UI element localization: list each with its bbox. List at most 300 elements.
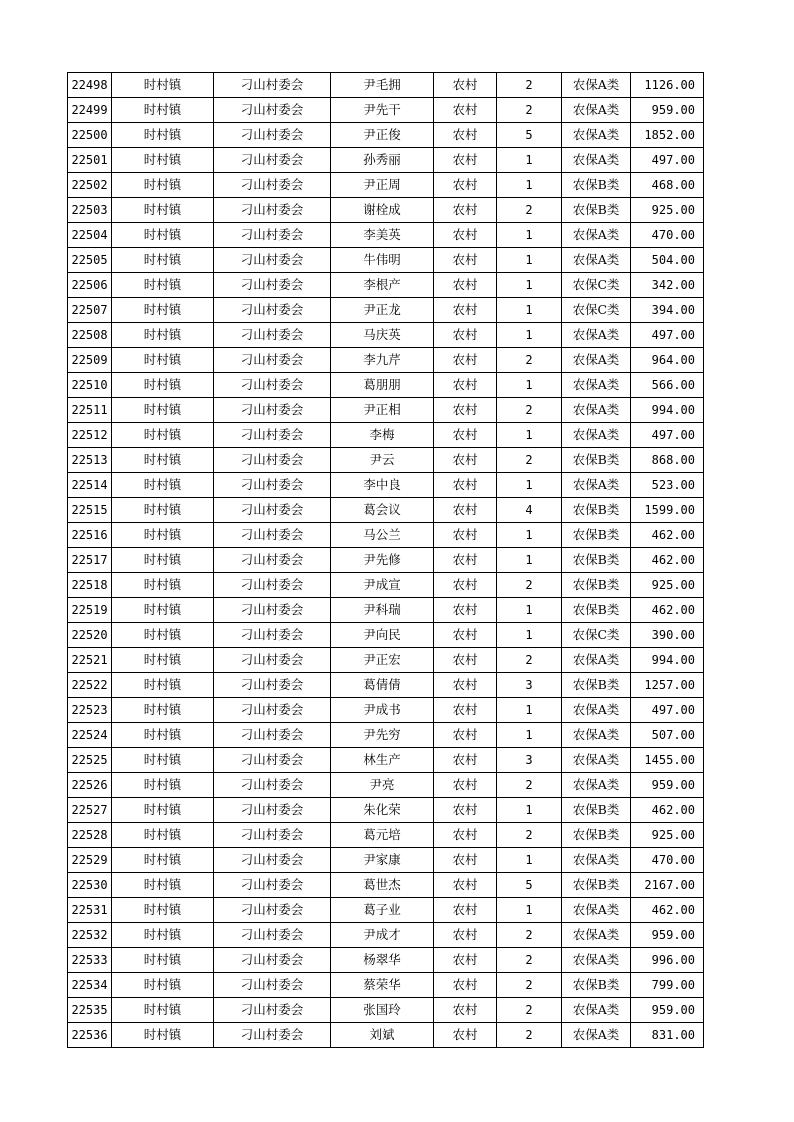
village-committee-cell: 刁山村委会	[214, 198, 331, 223]
person-name-cell: 尹正周	[331, 173, 434, 198]
village-committee-cell: 刁山村委会	[214, 823, 331, 848]
household-size-cell: 1	[497, 273, 562, 298]
amount-cell: 925.00	[631, 573, 704, 598]
person-name-cell: 杨翠华	[331, 948, 434, 973]
amount-cell: 470.00	[631, 848, 704, 873]
amount-cell: 1599.00	[631, 498, 704, 523]
town-cell: 时村镇	[112, 623, 214, 648]
insurance-category-cell: 农保B类	[562, 173, 631, 198]
insurance-category-cell: 农保B类	[562, 598, 631, 623]
record-id-cell: 22531	[68, 898, 112, 923]
amount-cell: 1257.00	[631, 673, 704, 698]
area-type-cell: 农村	[434, 198, 497, 223]
household-size-cell: 1	[497, 848, 562, 873]
insurance-category-cell: 农保B类	[562, 823, 631, 848]
town-cell: 时村镇	[112, 323, 214, 348]
household-size-cell: 1	[497, 373, 562, 398]
amount-cell: 964.00	[631, 348, 704, 373]
record-id-cell: 22522	[68, 673, 112, 698]
amount-cell: 497.00	[631, 423, 704, 448]
record-id-cell: 22516	[68, 523, 112, 548]
record-id-cell: 22529	[68, 848, 112, 873]
person-name-cell: 孙秀丽	[331, 148, 434, 173]
table-row	[68, 448, 704, 473]
record-id-cell: 22515	[68, 498, 112, 523]
insurance-category-cell: 农保B类	[562, 548, 631, 573]
insurance-category-cell: 农保A类	[562, 423, 631, 448]
record-id-cell: 22503	[68, 198, 112, 223]
table-row	[68, 648, 704, 673]
table-row	[68, 748, 704, 773]
household-size-cell: 1	[497, 148, 562, 173]
town-cell: 时村镇	[112, 973, 214, 998]
table-row	[68, 223, 704, 248]
area-type-cell: 农村	[434, 323, 497, 348]
village-committee-cell: 刁山村委会	[214, 698, 331, 723]
area-type-cell: 农村	[434, 648, 497, 673]
insurance-category-cell: 农保A类	[562, 1023, 631, 1048]
area-type-cell: 农村	[434, 523, 497, 548]
record-id-cell: 22528	[68, 823, 112, 848]
person-name-cell: 尹云	[331, 448, 434, 473]
household-size-cell: 2	[497, 198, 562, 223]
table-row	[68, 173, 704, 198]
table-row	[68, 1023, 704, 1048]
village-committee-cell: 刁山村委会	[214, 323, 331, 348]
insurance-category-cell: 农保A类	[562, 723, 631, 748]
record-id-cell: 22507	[68, 298, 112, 323]
household-size-cell: 3	[497, 748, 562, 773]
area-type-cell: 农村	[434, 498, 497, 523]
town-cell: 时村镇	[112, 348, 214, 373]
table-row	[68, 523, 704, 548]
amount-cell: 394.00	[631, 298, 704, 323]
household-size-cell: 1	[497, 723, 562, 748]
area-type-cell: 农村	[434, 698, 497, 723]
household-size-cell: 2	[497, 973, 562, 998]
area-type-cell: 农村	[434, 223, 497, 248]
town-cell: 时村镇	[112, 198, 214, 223]
town-cell: 时村镇	[112, 598, 214, 623]
town-cell: 时村镇	[112, 398, 214, 423]
insurance-category-cell: 农保C类	[562, 298, 631, 323]
record-id-cell: 22530	[68, 873, 112, 898]
town-cell: 时村镇	[112, 698, 214, 723]
amount-cell: 462.00	[631, 548, 704, 573]
person-name-cell: 葛朋朋	[331, 373, 434, 398]
amount-cell: 470.00	[631, 223, 704, 248]
insurance-category-cell: 农保B类	[562, 523, 631, 548]
area-type-cell: 农村	[434, 848, 497, 873]
town-cell: 时村镇	[112, 773, 214, 798]
household-size-cell: 1	[497, 298, 562, 323]
village-committee-cell: 刁山村委会	[214, 173, 331, 198]
insurance-category-cell: 农保B类	[562, 973, 631, 998]
record-id-cell: 22527	[68, 798, 112, 823]
insurance-category-cell: 农保A类	[562, 473, 631, 498]
person-name-cell: 尹先干	[331, 98, 434, 123]
household-size-cell: 2	[497, 398, 562, 423]
insurance-category-cell: 农保C类	[562, 623, 631, 648]
town-cell: 时村镇	[112, 173, 214, 198]
amount-cell: 925.00	[631, 823, 704, 848]
person-name-cell: 尹先修	[331, 548, 434, 573]
town-cell: 时村镇	[112, 648, 214, 673]
household-size-cell: 3	[497, 673, 562, 698]
person-name-cell: 葛元培	[331, 823, 434, 848]
town-cell: 时村镇	[112, 98, 214, 123]
village-committee-cell: 刁山村委会	[214, 948, 331, 973]
amount-cell: 1455.00	[631, 748, 704, 773]
person-name-cell: 尹先穷	[331, 723, 434, 748]
insurance-category-cell: 农保B类	[562, 498, 631, 523]
amount-cell: 462.00	[631, 798, 704, 823]
town-cell: 时村镇	[112, 423, 214, 448]
table-row	[68, 673, 704, 698]
village-committee-cell: 刁山村委会	[214, 723, 331, 748]
insurance-category-cell: 农保B类	[562, 448, 631, 473]
amount-cell: 497.00	[631, 148, 704, 173]
town-cell: 时村镇	[112, 798, 214, 823]
town-cell: 时村镇	[112, 373, 214, 398]
household-size-cell: 2	[497, 98, 562, 123]
area-type-cell: 农村	[434, 473, 497, 498]
household-size-cell: 2	[497, 73, 562, 98]
table-row	[68, 598, 704, 623]
record-id-cell: 22535	[68, 998, 112, 1023]
insurance-category-cell: 农保A类	[562, 223, 631, 248]
amount-cell: 799.00	[631, 973, 704, 998]
person-name-cell: 牛伟明	[331, 248, 434, 273]
village-committee-cell: 刁山村委会	[214, 348, 331, 373]
amount-cell: 468.00	[631, 173, 704, 198]
household-size-cell: 1	[497, 173, 562, 198]
insurance-category-cell: 农保A类	[562, 73, 631, 98]
village-committee-cell: 刁山村委会	[214, 873, 331, 898]
record-id-cell: 22511	[68, 398, 112, 423]
amount-cell: 504.00	[631, 248, 704, 273]
person-name-cell: 葛会议	[331, 498, 434, 523]
table-row	[68, 248, 704, 273]
table-row	[68, 273, 704, 298]
person-name-cell: 李美英	[331, 223, 434, 248]
amount-cell: 959.00	[631, 773, 704, 798]
village-committee-cell: 刁山村委会	[214, 448, 331, 473]
town-cell: 时村镇	[112, 498, 214, 523]
record-id-cell: 22510	[68, 373, 112, 398]
village-committee-cell: 刁山村委会	[214, 498, 331, 523]
household-size-cell: 1	[497, 473, 562, 498]
record-id-cell: 22526	[68, 773, 112, 798]
table-row	[68, 898, 704, 923]
household-size-cell: 1	[497, 798, 562, 823]
record-id-cell: 22519	[68, 598, 112, 623]
insurance-category-cell: 农保A类	[562, 148, 631, 173]
area-type-cell: 农村	[434, 148, 497, 173]
record-id-cell: 22505	[68, 248, 112, 273]
area-type-cell: 农村	[434, 748, 497, 773]
village-committee-cell: 刁山村委会	[214, 373, 331, 398]
record-id-cell: 22509	[68, 348, 112, 373]
area-type-cell: 农村	[434, 373, 497, 398]
household-size-cell: 1	[497, 323, 562, 348]
record-id-cell: 22499	[68, 98, 112, 123]
town-cell: 时村镇	[112, 523, 214, 548]
table-row	[68, 973, 704, 998]
table-row	[68, 148, 704, 173]
village-committee-cell: 刁山村委会	[214, 473, 331, 498]
area-type-cell: 农村	[434, 723, 497, 748]
amount-cell: 831.00	[631, 1023, 704, 1048]
village-committee-cell: 刁山村委会	[214, 973, 331, 998]
record-id-cell: 22533	[68, 948, 112, 973]
table-row	[68, 423, 704, 448]
amount-cell: 462.00	[631, 523, 704, 548]
area-type-cell: 农村	[434, 448, 497, 473]
area-type-cell: 农村	[434, 673, 497, 698]
amount-cell: 1852.00	[631, 123, 704, 148]
amount-cell: 566.00	[631, 373, 704, 398]
area-type-cell: 农村	[434, 798, 497, 823]
village-committee-cell: 刁山村委会	[214, 298, 331, 323]
record-id-cell: 22523	[68, 698, 112, 723]
town-cell: 时村镇	[112, 673, 214, 698]
record-id-cell: 22506	[68, 273, 112, 298]
village-committee-cell: 刁山村委会	[214, 648, 331, 673]
insurance-category-cell: 农保A类	[562, 373, 631, 398]
table-row	[68, 723, 704, 748]
person-name-cell: 尹正俊	[331, 123, 434, 148]
table-row	[68, 348, 704, 373]
area-type-cell: 农村	[434, 873, 497, 898]
insurance-category-cell: 农保A类	[562, 848, 631, 873]
village-committee-cell: 刁山村委会	[214, 273, 331, 298]
record-id-cell: 22513	[68, 448, 112, 473]
record-id-cell: 22521	[68, 648, 112, 673]
town-cell: 时村镇	[112, 573, 214, 598]
insurance-category-cell: 农保A类	[562, 98, 631, 123]
town-cell: 时村镇	[112, 73, 214, 98]
household-size-cell: 2	[497, 448, 562, 473]
amount-cell: 497.00	[631, 323, 704, 348]
household-size-cell: 1	[497, 223, 562, 248]
record-id-cell: 22532	[68, 923, 112, 948]
table-row	[68, 298, 704, 323]
household-size-cell: 2	[497, 1023, 562, 1048]
table-row	[68, 798, 704, 823]
village-committee-cell: 刁山村委会	[214, 523, 331, 548]
area-type-cell: 农村	[434, 248, 497, 273]
area-type-cell: 农村	[434, 573, 497, 598]
area-type-cell: 农村	[434, 123, 497, 148]
household-size-cell: 2	[497, 573, 562, 598]
amount-cell: 507.00	[631, 723, 704, 748]
person-name-cell: 蔡荣华	[331, 973, 434, 998]
person-name-cell: 尹向民	[331, 623, 434, 648]
table-row	[68, 998, 704, 1023]
table-row	[68, 123, 704, 148]
household-size-cell: 2	[497, 648, 562, 673]
insurance-category-cell: 农保A类	[562, 123, 631, 148]
table-row	[68, 848, 704, 873]
household-size-cell: 2	[497, 348, 562, 373]
benefit-roster-table	[67, 72, 704, 1048]
person-name-cell: 刘斌	[331, 1023, 434, 1048]
area-type-cell: 农村	[434, 73, 497, 98]
person-name-cell: 朱化荣	[331, 798, 434, 823]
person-name-cell: 尹家康	[331, 848, 434, 873]
household-size-cell: 2	[497, 923, 562, 948]
town-cell: 时村镇	[112, 248, 214, 273]
amount-cell: 462.00	[631, 898, 704, 923]
table-row	[68, 98, 704, 123]
area-type-cell: 农村	[434, 998, 497, 1023]
town-cell: 时村镇	[112, 273, 214, 298]
village-committee-cell: 刁山村委会	[214, 623, 331, 648]
town-cell: 时村镇	[112, 148, 214, 173]
insurance-category-cell: 农保B类	[562, 198, 631, 223]
household-size-cell: 2	[497, 823, 562, 848]
table-row	[68, 473, 704, 498]
record-id-cell: 22518	[68, 573, 112, 598]
insurance-category-cell: 农保A类	[562, 948, 631, 973]
table-row	[68, 823, 704, 848]
town-cell: 时村镇	[112, 223, 214, 248]
village-committee-cell: 刁山村委会	[214, 123, 331, 148]
person-name-cell: 李根产	[331, 273, 434, 298]
town-cell: 时村镇	[112, 823, 214, 848]
amount-cell: 523.00	[631, 473, 704, 498]
table-row	[68, 398, 704, 423]
village-committee-cell: 刁山村委会	[214, 148, 331, 173]
person-name-cell: 林生产	[331, 748, 434, 773]
amount-cell: 994.00	[631, 648, 704, 673]
table-row	[68, 623, 704, 648]
area-type-cell: 农村	[434, 423, 497, 448]
amount-cell: 925.00	[631, 198, 704, 223]
person-name-cell: 葛倩倩	[331, 673, 434, 698]
record-id-cell: 22498	[68, 73, 112, 98]
table-row	[68, 873, 704, 898]
household-size-cell: 1	[497, 598, 562, 623]
record-id-cell: 22525	[68, 748, 112, 773]
village-committee-cell: 刁山村委会	[214, 773, 331, 798]
person-name-cell: 李梅	[331, 423, 434, 448]
amount-cell: 994.00	[631, 398, 704, 423]
insurance-category-cell: 农保B类	[562, 873, 631, 898]
person-name-cell: 马公兰	[331, 523, 434, 548]
household-size-cell: 2	[497, 773, 562, 798]
insurance-category-cell: 农保B类	[562, 798, 631, 823]
insurance-category-cell: 农保A类	[562, 898, 631, 923]
area-type-cell: 农村	[434, 348, 497, 373]
person-name-cell: 尹正龙	[331, 298, 434, 323]
roster-body	[68, 73, 704, 1048]
record-id-cell: 22508	[68, 323, 112, 348]
village-committee-cell: 刁山村委会	[214, 848, 331, 873]
area-type-cell: 农村	[434, 173, 497, 198]
town-cell: 时村镇	[112, 923, 214, 948]
household-size-cell: 2	[497, 998, 562, 1023]
village-committee-cell: 刁山村委会	[214, 923, 331, 948]
amount-cell: 462.00	[631, 598, 704, 623]
insurance-category-cell: 农保A类	[562, 773, 631, 798]
area-type-cell: 农村	[434, 623, 497, 648]
household-size-cell: 1	[497, 698, 562, 723]
person-name-cell: 尹成宣	[331, 573, 434, 598]
record-id-cell: 22500	[68, 123, 112, 148]
town-cell: 时村镇	[112, 873, 214, 898]
table-row	[68, 73, 704, 98]
insurance-category-cell: 农保A类	[562, 648, 631, 673]
person-name-cell: 马庆英	[331, 323, 434, 348]
person-name-cell: 尹成书	[331, 698, 434, 723]
record-id-cell: 22512	[68, 423, 112, 448]
village-committee-cell: 刁山村委会	[214, 248, 331, 273]
household-size-cell: 1	[497, 248, 562, 273]
village-committee-cell: 刁山村委会	[214, 423, 331, 448]
village-committee-cell: 刁山村委会	[214, 1023, 331, 1048]
record-id-cell: 22534	[68, 973, 112, 998]
household-size-cell: 1	[497, 523, 562, 548]
area-type-cell: 农村	[434, 1023, 497, 1048]
person-name-cell: 李中良	[331, 473, 434, 498]
person-name-cell: 尹成才	[331, 923, 434, 948]
table-row	[68, 198, 704, 223]
household-size-cell: 2	[497, 948, 562, 973]
area-type-cell: 农村	[434, 98, 497, 123]
record-id-cell: 22517	[68, 548, 112, 573]
area-type-cell: 农村	[434, 823, 497, 848]
area-type-cell: 农村	[434, 598, 497, 623]
table-row	[68, 548, 704, 573]
area-type-cell: 农村	[434, 298, 497, 323]
village-committee-cell: 刁山村委会	[214, 748, 331, 773]
insurance-category-cell: 农保C类	[562, 273, 631, 298]
table-row	[68, 323, 704, 348]
record-id-cell: 22520	[68, 623, 112, 648]
town-cell: 时村镇	[112, 548, 214, 573]
village-committee-cell: 刁山村委会	[214, 98, 331, 123]
household-size-cell: 4	[497, 498, 562, 523]
amount-cell: 996.00	[631, 948, 704, 973]
area-type-cell: 农村	[434, 398, 497, 423]
town-cell: 时村镇	[112, 748, 214, 773]
village-committee-cell: 刁山村委会	[214, 223, 331, 248]
person-name-cell: 李九芹	[331, 348, 434, 373]
insurance-category-cell: 农保B类	[562, 573, 631, 598]
household-size-cell: 1	[497, 548, 562, 573]
area-type-cell: 农村	[434, 548, 497, 573]
table-row	[68, 948, 704, 973]
table-row	[68, 923, 704, 948]
table-row	[68, 773, 704, 798]
person-name-cell: 葛世杰	[331, 873, 434, 898]
town-cell: 时村镇	[112, 298, 214, 323]
person-name-cell: 尹毛拥	[331, 73, 434, 98]
household-size-cell: 1	[497, 423, 562, 448]
insurance-category-cell: 农保A类	[562, 748, 631, 773]
town-cell: 时村镇	[112, 473, 214, 498]
village-committee-cell: 刁山村委会	[214, 598, 331, 623]
person-name-cell: 葛子业	[331, 898, 434, 923]
village-committee-cell: 刁山村委会	[214, 798, 331, 823]
amount-cell: 959.00	[631, 923, 704, 948]
amount-cell: 342.00	[631, 273, 704, 298]
insurance-category-cell: 农保A类	[562, 348, 631, 373]
table-row	[68, 698, 704, 723]
household-size-cell: 5	[497, 873, 562, 898]
